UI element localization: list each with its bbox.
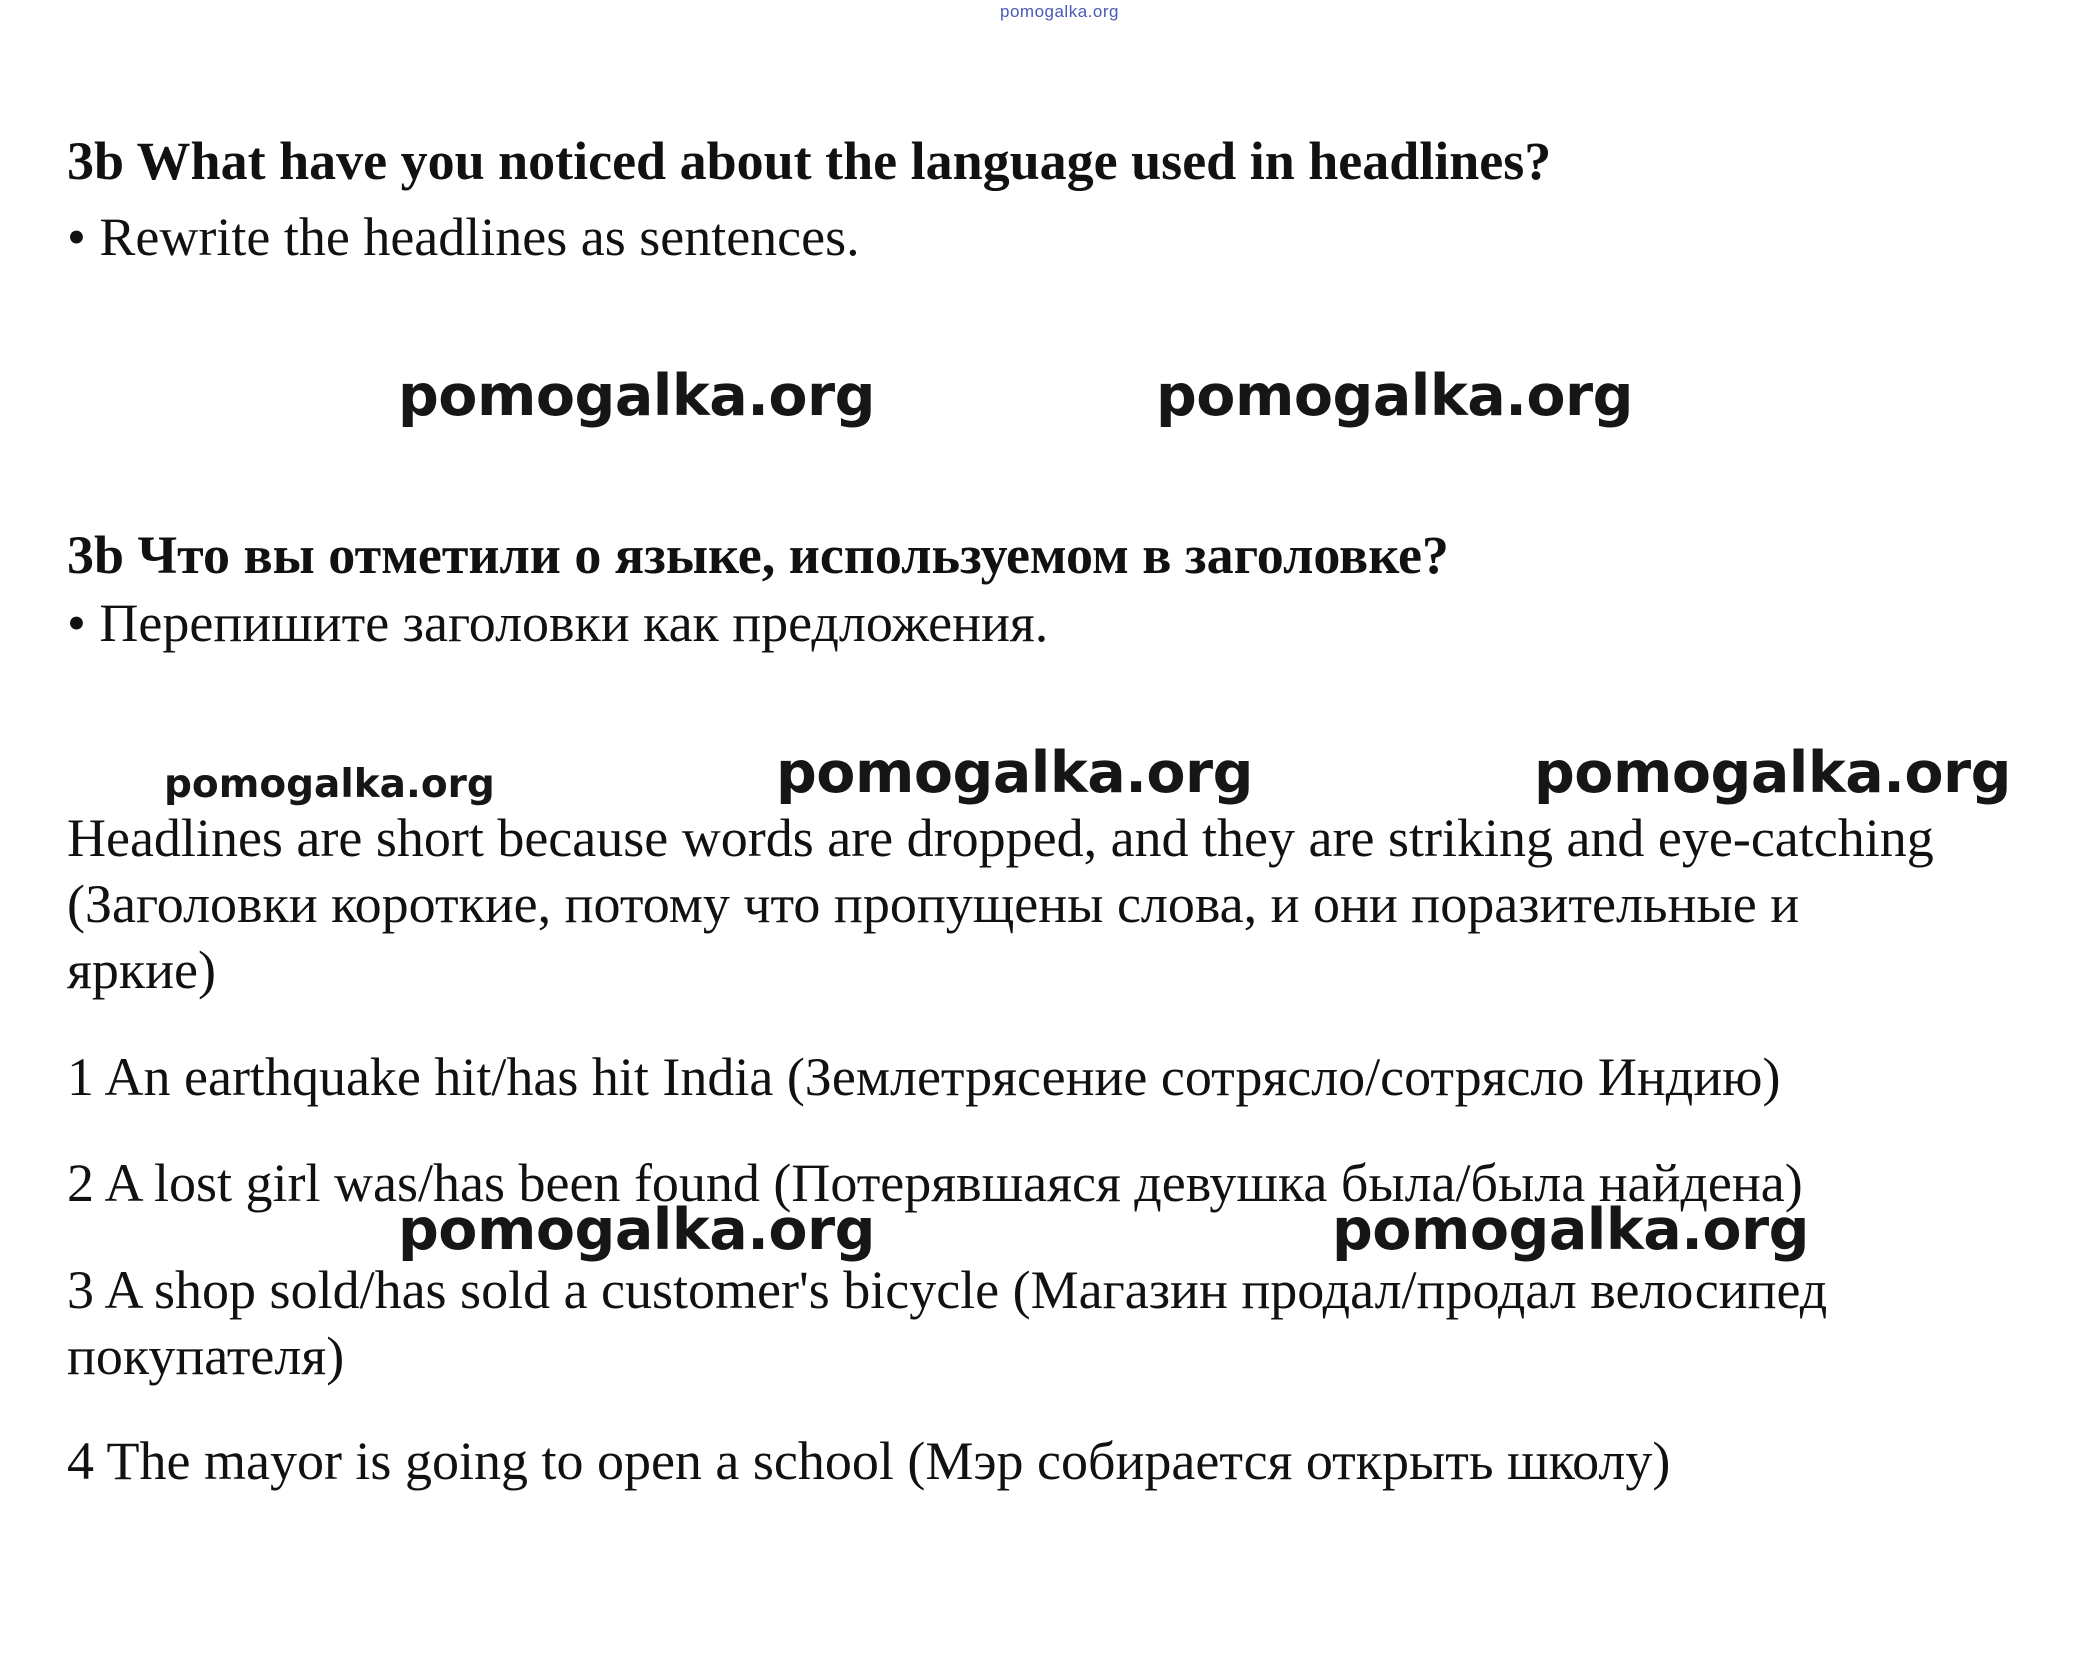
instruction-english: • Rewrite the headlines as sentences. [67, 207, 860, 267]
watermark-row2-small: pomogalka.org [164, 762, 495, 807]
watermark-row1-left: pomogalka.org [398, 363, 875, 429]
watermark-row3-right: pomogalka.org [1332, 1197, 1809, 1263]
exercise-heading-english: 3b What have you noticed about the language used in headlines? [67, 131, 1552, 191]
answer-item-4: 4 The mayor is going to open a school (Мэр собирается открыть школу) [67, 1431, 1671, 1491]
watermark-row2-right: pomogalka.org [1534, 740, 2011, 806]
answer-item-3: 3 A shop sold/has sold a customer's bicycle (Магазин продал/продал велосипед покупателя) [67, 1260, 1828, 1386]
watermark-row1-right: pomogalka.org [1156, 363, 1633, 429]
watermark-row2-middle: pomogalka.org [776, 740, 1253, 806]
watermark-row3-left: pomogalka.org [398, 1197, 875, 1263]
exercise-heading-russian: 3b Что вы отметили о языке, используемом в заголовке? [67, 525, 1449, 585]
instruction-russian: • Перепишите заголовки как предложения. [67, 593, 1049, 653]
answer-item-1: 1 An earthquake hit/has hit India (Землетрясение сотрясло/сотрясло Индию) [67, 1047, 1781, 1107]
answer-paragraph: Headlines are short because words are dropped, and they are striking and eye-catching (Заголовки короткие, потому что пропущены слова, и они поразительные и яркие) [67, 808, 1934, 1000]
top-watermark: pomogalka.org [1000, 2, 1119, 21]
answer-item-2: 2 A lost girl was/has been found (Потерявшаяся девушка была/была найдена) [67, 1153, 1803, 1213]
